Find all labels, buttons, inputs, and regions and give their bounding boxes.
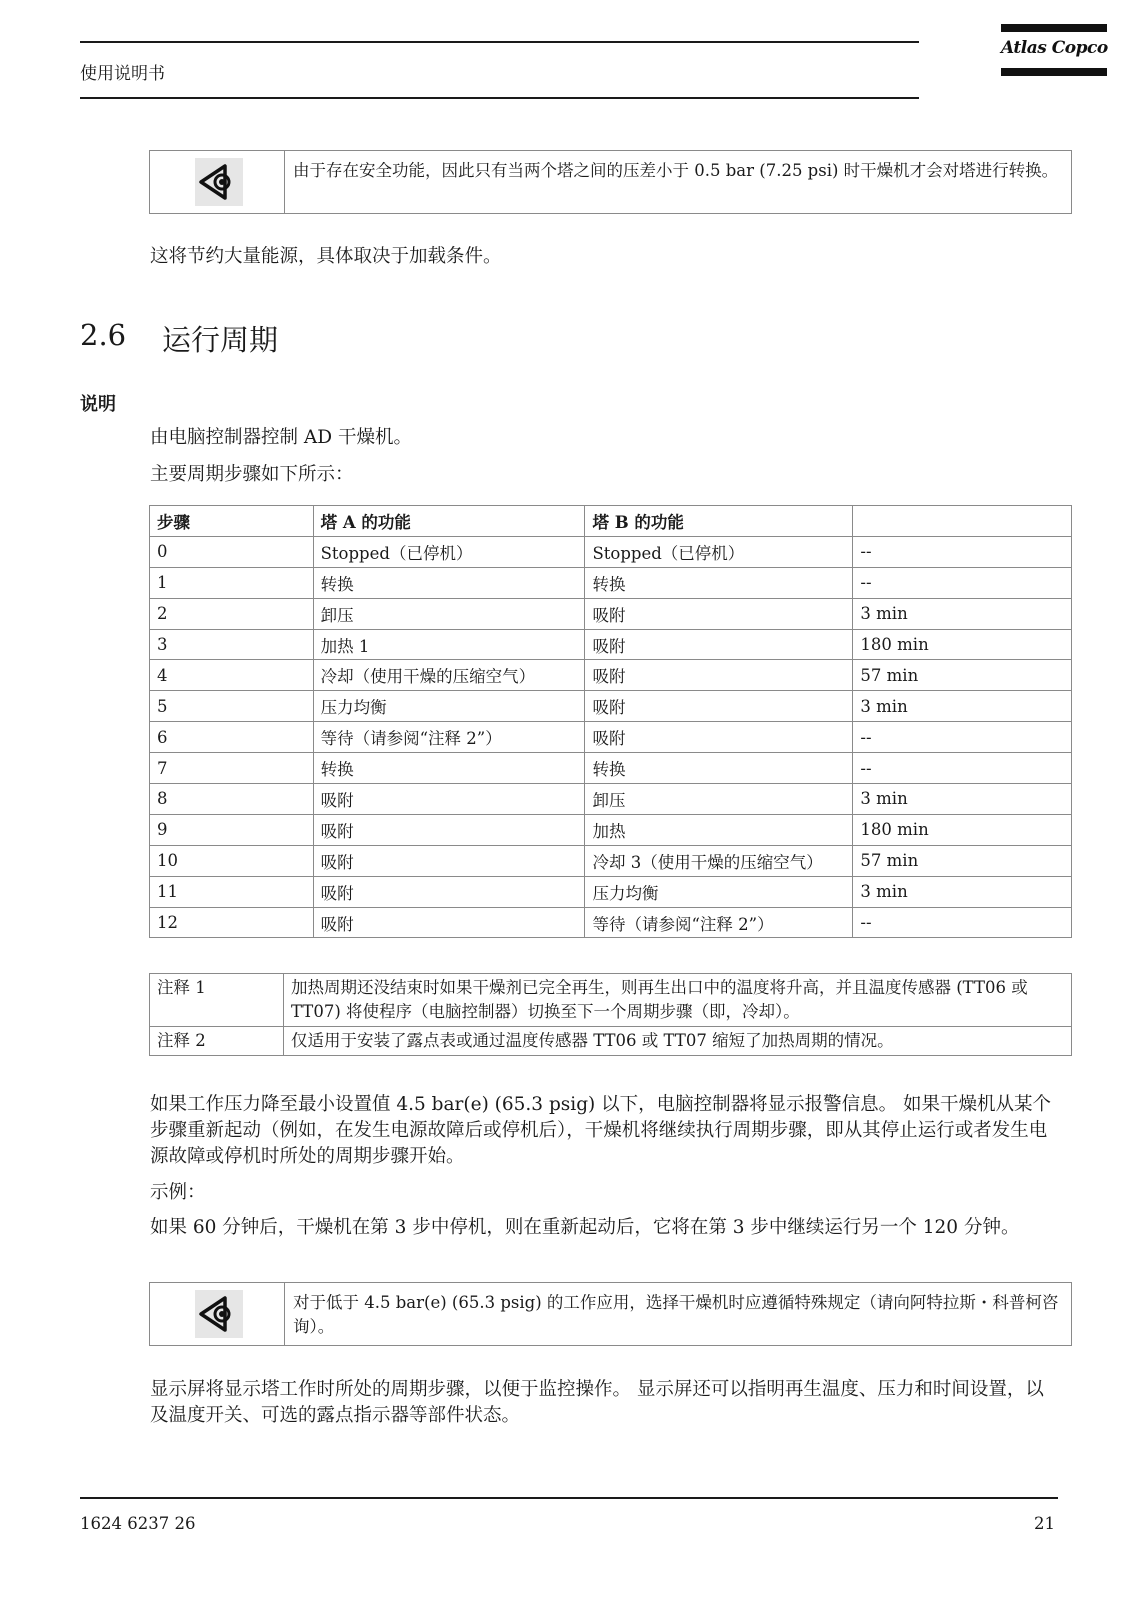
note-box-low-pressure-text: 对于低于 4.5 bar(e) (65.3 psig) 的工作应用，选择干燥机时应遵循特殊规定（请向阿特拉斯・科普柯咨询）。 [293,1293,1059,1336]
table-cell: -- [853,722,1072,753]
table-cell: 等待（请参阅“注释 2”） [313,722,585,753]
section-title: 运行周期 [162,323,279,357]
table-cell: Stopped（已停机） [313,536,585,567]
table-cell: 2 [150,598,314,629]
note-row [150,1027,1072,1056]
paragraph-energy: 这将节约大量能源，具体取决于加载条件。 [150,246,502,267]
note-label: 注释 2 [150,1027,284,1056]
table-row [150,629,1072,660]
table-cell: 吸附 [585,598,853,629]
table-cell: 转换 [313,753,585,784]
note-box-safety [149,150,1072,214]
table-row [150,753,1072,784]
eye-icon [195,158,243,206]
table-cell: 11 [150,876,314,907]
table-row [150,691,1072,722]
table-cell: 3 min [853,691,1072,722]
paragraph-pressure-alarm: 如果工作压力降至最小设置值 4.5 bar(e) (65.3 psig) 以下，电脑控制器将显示报警信息。 如果干燥机从某个步骤重新起动（例如，在发生电源故障后或停机后），干燥机将继续执行周期步骤，即从其停止运行或者发生电源故障或停机时所处的周期步骤开始。 [150,1094,1052,1167]
cycle-steps-table [149,505,1072,938]
document-number: 1624 6237 26 [80,1514,196,1533]
table-cell: 吸附 [313,814,585,845]
paragraph-display: 显示屏将显示塔工作时所处的周期步骤，以便于监控操作。 显示屏还可以指明再生温度、压力和时间设置，以及温度开关、可选的露点指示器等部件状态。 [150,1379,1044,1426]
table-cell: -- [853,536,1072,567]
table-row [150,845,1072,876]
table-cell: 吸附 [313,784,585,815]
table-cell: 3 min [853,876,1072,907]
section-number: 2.6 [80,318,127,352]
table-cell: 吸附 [585,722,853,753]
note-box-low-pressure [149,1282,1072,1346]
table-row [150,784,1072,815]
header-top-rule [80,41,919,43]
table-row [150,907,1072,938]
table-cell: Stopped（已停机） [585,536,853,567]
column-header [853,506,1072,537]
notes-table [149,973,1072,1056]
table-cell: 吸附 [585,691,853,722]
table-cell: -- [853,567,1072,598]
table-cell: 转换 [313,567,585,598]
table-cell: 吸附 [313,907,585,938]
table-cell: 3 min [853,598,1072,629]
table-cell: 吸附 [585,629,853,660]
example-label: 示例： [150,1182,206,1203]
table-row [150,814,1072,845]
note-text: 加热周期还没结束时如果干燥剂已完全再生，则再生出口中的温度将升高，并且温度传感器 (TT06 或 TT07) 将使程序（电脑控制器）切换至下一个周期步骤（即，冷却）。 [284,974,1072,1027]
table-cell: 吸附 [313,845,585,876]
table-cell: 7 [150,753,314,784]
table-row [150,660,1072,691]
table-cell: 转换 [585,567,853,598]
table-cell: 10 [150,845,314,876]
table-cell: 180 min [853,629,1072,660]
page-number: 21 [1034,1514,1055,1533]
intro-line-1: 由电脑控制器控制 AD 干燥机。 [150,427,412,448]
table-cell: 压力均衡 [585,876,853,907]
table-row [150,598,1072,629]
table-cell: 转换 [585,753,853,784]
table-cell: 卸压 [313,598,585,629]
column-header: 步骤 [150,506,314,537]
table-cell: 吸附 [585,660,853,691]
table-row [150,876,1072,907]
table-cell: 8 [150,784,314,815]
table-cell: 4 [150,660,314,691]
table-cell: 6 [150,722,314,753]
table-cell: 57 min [853,845,1072,876]
table-row [150,722,1072,753]
table-cell: 180 min [853,814,1072,845]
table-cell: 冷却（使用干燥的压缩空气） [313,660,585,691]
table-cell: -- [853,907,1072,938]
table-cell: 3 min [853,784,1072,815]
table-cell: 9 [150,814,314,845]
table-cell: 57 min [853,660,1072,691]
table-cell: 加热 1 [313,629,585,660]
column-header: 塔 A 的功能 [313,506,585,537]
table-cell: 压力均衡 [313,691,585,722]
table-row [150,536,1072,567]
table-cell: 加热 [585,814,853,845]
table-cell: 卸压 [585,784,853,815]
eye-icon [195,1290,243,1338]
table-cell: 吸附 [313,876,585,907]
table-cell: -- [853,753,1072,784]
table-cell: 冷却 3（使用干燥的压缩空气） [585,845,853,876]
example-text: 如果 60 分钟后，干燥机在第 3 步中停机，则在重新起动后，它将在第 3 步中继续运行另一个 120 分钟。 [150,1217,1020,1238]
header-title: 使用说明书 [80,64,165,84]
table-cell: 等待（请参阅“注释 2”） [585,907,853,938]
intro-line-2: 主要周期步骤如下所示： [150,464,354,485]
table-cell: 1 [150,567,314,598]
table-cell: 3 [150,629,314,660]
logo-wordmark: Atlas Copco [1001,38,1108,58]
note-label: 注释 1 [150,974,284,1027]
subheading-description: 说明 [80,394,116,415]
table-cell: 12 [150,907,314,938]
column-header: 塔 B 的功能 [585,506,853,537]
atlas-copco-logo [1001,24,1107,76]
footer-rule [80,1497,1058,1499]
note-text: 仅适用于安装了露点表或通过温度传感器 TT06 或 TT07 缩短了加热周期的情况。 [284,1027,1072,1056]
table-cell: 0 [150,536,314,567]
table-cell: 5 [150,691,314,722]
header-bottom-rule [80,97,919,99]
note-box-safety-text: 由于存在安全功能，因此只有当两个塔之间的压差小于 0.5 bar (7.25 psi) 时干燥机才会对塔进行转换。 [293,161,1059,180]
table-header-row [150,506,1072,537]
note-row [150,974,1072,1027]
table-row [150,567,1072,598]
